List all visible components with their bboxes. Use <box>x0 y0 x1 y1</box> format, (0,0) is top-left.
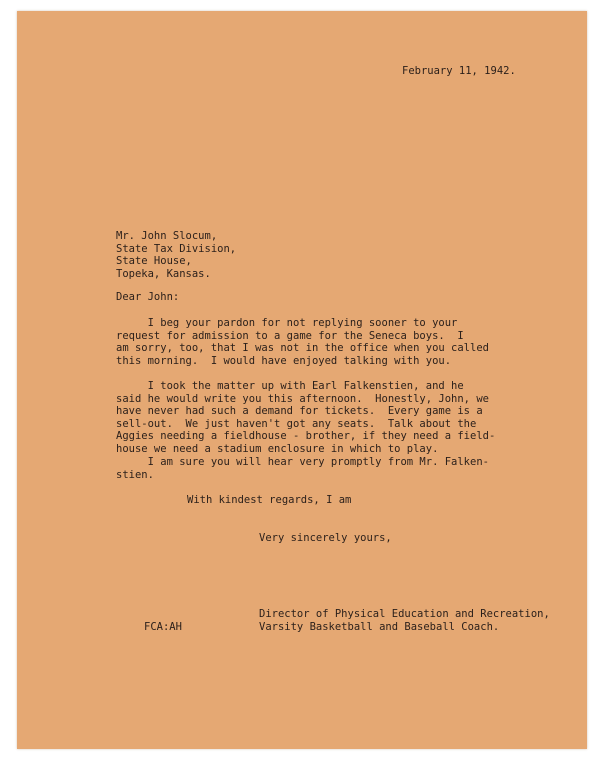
recipient-name: Mr. John Slocum, <box>116 230 218 242</box>
typist-initials: FCA:AH <box>144 621 182 633</box>
letter-date: February 11, 1942. <box>402 65 516 77</box>
paragraph-line: I am sure you will hear very promptly from Mr. Falken- <box>116 456 489 468</box>
body-paragraph-2 <box>116 380 495 456</box>
body-paragraph-1 <box>116 317 489 367</box>
signoff: Very sincerely yours, <box>259 532 392 544</box>
paragraph-line: I beg your pardon for not replying sooner to your <box>116 317 458 329</box>
paragraph-line: am sorry, too, that I was not in the office when you called <box>116 342 489 355</box>
paragraph-line: this morning. I would have enjoyed talking with you. <box>116 354 452 367</box>
paragraph-line: Aggies needing a fieldhouse - brother, if they need a field- <box>116 430 496 443</box>
letter-page <box>17 11 587 749</box>
recipient-line: State House, <box>116 255 192 268</box>
paragraph-line: I took the matter up with Earl Falkenstien, and he <box>116 380 464 392</box>
paragraph-line: stien. <box>116 468 154 481</box>
paragraph-line: house we need a stadium enclosure in which to play. <box>116 442 439 455</box>
paragraph-line: said he would write you this afternoon. Honestly, John, we <box>116 392 489 405</box>
salutation: Dear John: <box>116 291 180 303</box>
recipient-line: State Tax Division, <box>116 242 237 255</box>
paragraph-line: have never had such a demand for tickets. Every game is a <box>116 405 483 418</box>
recipient-address <box>116 230 236 280</box>
title-line: Director of Physical Education and Recreation, <box>259 608 550 620</box>
signature-title <box>259 608 550 633</box>
title-line: Varsity Basketball and Baseball Coach. <box>259 620 500 633</box>
body-paragraph-3 <box>116 456 489 481</box>
closing-line: With kindest regards, I am <box>187 494 352 506</box>
recipient-line: Topeka, Kansas. <box>116 267 211 280</box>
paragraph-line: sell-out. We just haven't got any seats. Talk about the <box>116 417 477 430</box>
paragraph-line: request for admission to a game for the Seneca boys. I <box>116 329 464 342</box>
